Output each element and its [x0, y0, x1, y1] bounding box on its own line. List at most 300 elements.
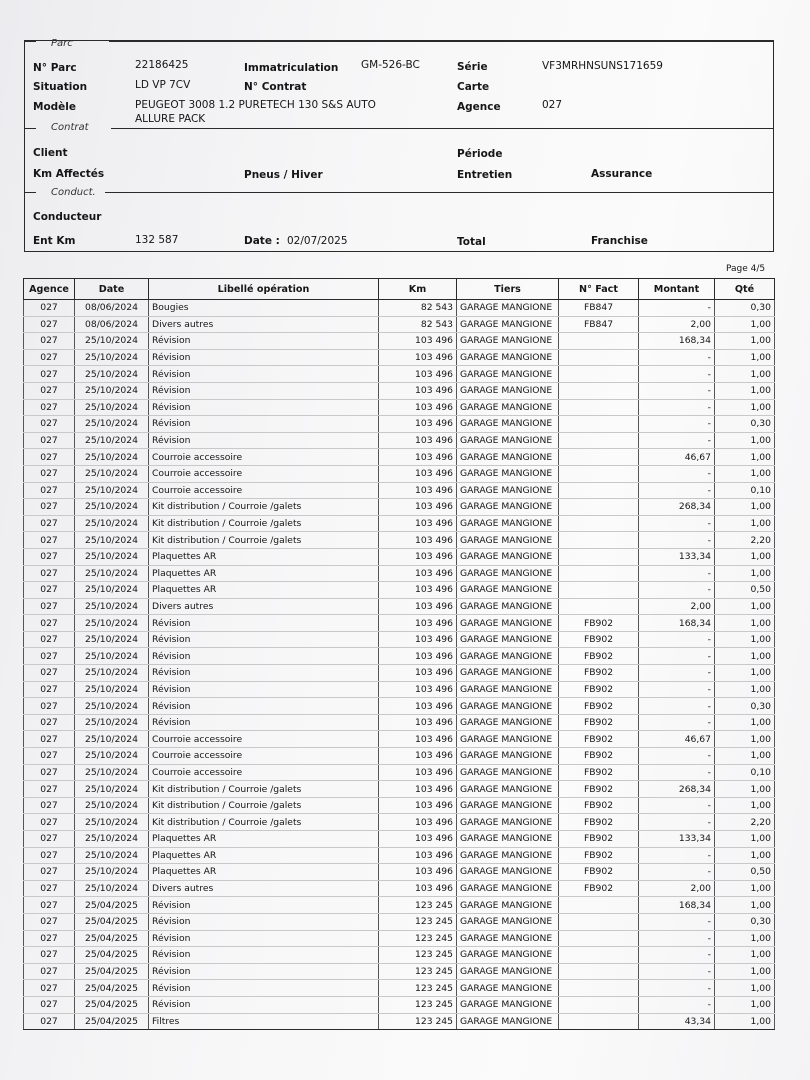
cell-num-fact — [559, 548, 639, 565]
cell-libelle: Plaquettes AR — [149, 831, 379, 848]
table-row — [24, 847, 775, 864]
ent-km-label: Ent Km — [33, 235, 76, 247]
cell-montant: - — [639, 399, 715, 416]
pneus-label: Pneus / Hiver — [244, 169, 323, 181]
cell-date: 25/10/2024 — [75, 615, 149, 632]
table-row — [24, 333, 775, 350]
cell-libelle: Plaquettes AR — [149, 548, 379, 565]
cell-km: 103 496 — [379, 864, 457, 881]
cell-qte: 1,00 — [715, 631, 775, 648]
cell-km: 103 496 — [379, 781, 457, 798]
cell-km: 103 496 — [379, 532, 457, 549]
cell-num-fact: FB902 — [559, 665, 639, 682]
cell-date: 25/10/2024 — [75, 731, 149, 748]
cell-date: 25/04/2025 — [75, 963, 149, 980]
cell-qte: 0,10 — [715, 482, 775, 499]
cell-libelle: Kit distribution / Courroie /galets — [149, 781, 379, 798]
cell-km: 103 496 — [379, 449, 457, 466]
cell-km: 103 496 — [379, 831, 457, 848]
cell-num-fact — [559, 382, 639, 399]
cell-tiers: GARAGE MANGIONE — [457, 731, 559, 748]
cell-km: 103 496 — [379, 598, 457, 615]
cell-libelle: Révision — [149, 930, 379, 947]
table-row — [24, 897, 775, 914]
date-label: Date : — [244, 235, 280, 247]
cell-km: 123 245 — [379, 963, 457, 980]
divider — [24, 128, 36, 129]
cell-libelle: Plaquettes AR — [149, 864, 379, 881]
cell-qte: 1,00 — [715, 731, 775, 748]
cell-km: 103 496 — [379, 698, 457, 715]
cell-tiers: GARAGE MANGIONE — [457, 748, 559, 765]
cell-montant: 133,34 — [639, 831, 715, 848]
cell-libelle: Révision — [149, 432, 379, 449]
modele-label: Modèle — [33, 101, 77, 113]
cell-num-fact: FB902 — [559, 864, 639, 881]
cell-montant: - — [639, 631, 715, 648]
cell-num-fact: FB902 — [559, 814, 639, 831]
cell-num-fact — [559, 930, 639, 947]
cell-km: 103 496 — [379, 731, 457, 748]
cell-tiers: GARAGE MANGIONE — [457, 698, 559, 715]
cell-km: 103 496 — [379, 631, 457, 648]
cell-libelle: Révision — [149, 996, 379, 1013]
cell-agence: 027 — [24, 499, 75, 516]
agence-value: 027 — [542, 99, 563, 111]
client-label: Client — [33, 147, 68, 159]
cell-qte: 1,00 — [715, 847, 775, 864]
cell-montant: - — [639, 432, 715, 449]
cell-qte: 1,00 — [715, 797, 775, 814]
cell-date: 25/10/2024 — [75, 532, 149, 549]
cell-km: 103 496 — [379, 465, 457, 482]
cell-montant: - — [639, 764, 715, 781]
section-label-contrat: Contrat — [51, 122, 89, 133]
cell-montant: - — [639, 648, 715, 665]
cell-qte: 1,00 — [715, 947, 775, 964]
cell-tiers: GARAGE MANGIONE — [457, 665, 559, 682]
cell-agence: 027 — [24, 731, 75, 748]
cell-num-fact: FB902 — [559, 698, 639, 715]
cell-libelle: Courroie accessoire — [149, 731, 379, 748]
cell-montant: 46,67 — [639, 731, 715, 748]
cell-tiers: GARAGE MANGIONE — [457, 366, 559, 383]
cell-qte: 1,00 — [715, 648, 775, 665]
cell-date: 25/04/2025 — [75, 1013, 149, 1030]
cell-agence: 027 — [24, 714, 75, 731]
table-row — [24, 913, 775, 930]
cell-libelle: Révision — [149, 714, 379, 731]
cell-qte: 1,00 — [715, 963, 775, 980]
column-header-montant: Montant — [639, 279, 715, 300]
assurance-label: Assurance — [591, 168, 653, 180]
cell-montant: - — [639, 515, 715, 532]
cell-km: 82 543 — [379, 300, 457, 317]
cell-qte: 1,00 — [715, 1013, 775, 1030]
cell-tiers: GARAGE MANGIONE — [457, 764, 559, 781]
cell-num-fact — [559, 499, 639, 516]
cell-tiers: GARAGE MANGIONE — [457, 831, 559, 848]
cell-num-fact — [559, 532, 639, 549]
cell-date: 25/04/2025 — [75, 930, 149, 947]
cell-num-fact: FB902 — [559, 781, 639, 798]
cell-km: 123 245 — [379, 913, 457, 930]
cell-num-fact — [559, 465, 639, 482]
cell-libelle: Révision — [149, 648, 379, 665]
cell-km: 103 496 — [379, 349, 457, 366]
cell-montant: - — [639, 963, 715, 980]
cell-date: 25/10/2024 — [75, 814, 149, 831]
operations-table — [23, 278, 775, 1030]
cell-agence: 027 — [24, 482, 75, 499]
cell-tiers: GARAGE MANGIONE — [457, 1013, 559, 1030]
cell-agence: 027 — [24, 349, 75, 366]
table-row — [24, 748, 775, 765]
cell-agence: 027 — [24, 432, 75, 449]
agence-label: Agence — [457, 101, 501, 113]
cell-montant: - — [639, 947, 715, 964]
cell-libelle: Révision — [149, 947, 379, 964]
cell-num-fact: FB902 — [559, 648, 639, 665]
carte-label: Carte — [457, 81, 490, 93]
cell-tiers: GARAGE MANGIONE — [457, 797, 559, 814]
cell-tiers: GARAGE MANGIONE — [457, 681, 559, 698]
cell-tiers: GARAGE MANGIONE — [457, 499, 559, 516]
cell-libelle: Divers autres — [149, 880, 379, 897]
cell-qte: 0,30 — [715, 416, 775, 433]
cell-km: 103 496 — [379, 416, 457, 433]
cell-agence: 027 — [24, 615, 75, 632]
cell-libelle: Plaquettes AR — [149, 847, 379, 864]
cell-date: 25/10/2024 — [75, 548, 149, 565]
cell-date: 25/10/2024 — [75, 499, 149, 516]
cell-agence: 027 — [24, 416, 75, 433]
cell-libelle: Kit distribution / Courroie /galets — [149, 499, 379, 516]
modele-value-line1: PEUGEOT 3008 1.2 PURETECH 130 S&S AUTO — [135, 99, 376, 111]
cell-montant: - — [639, 814, 715, 831]
divider — [105, 192, 774, 193]
cell-agence: 027 — [24, 399, 75, 416]
cell-date: 25/04/2025 — [75, 913, 149, 930]
cell-qte: 0,30 — [715, 698, 775, 715]
cell-num-fact: FB847 — [559, 316, 639, 333]
cell-agence: 027 — [24, 930, 75, 947]
cell-montant: 133,34 — [639, 548, 715, 565]
cell-tiers: GARAGE MANGIONE — [457, 913, 559, 930]
section-label-parc: Parc — [51, 38, 73, 49]
cell-tiers: GARAGE MANGIONE — [457, 897, 559, 914]
cell-km: 103 496 — [379, 333, 457, 350]
cell-montant: - — [639, 797, 715, 814]
cell-tiers: GARAGE MANGIONE — [457, 548, 559, 565]
column-header-date: Date — [75, 279, 149, 300]
cell-agence: 027 — [24, 316, 75, 333]
cell-km: 103 496 — [379, 714, 457, 731]
cell-qte: 1,00 — [715, 598, 775, 615]
column-header-km: Km — [379, 279, 457, 300]
table-row — [24, 300, 775, 317]
cell-libelle: Révision — [149, 366, 379, 383]
cell-libelle: Courroie accessoire — [149, 764, 379, 781]
table-row — [24, 432, 775, 449]
cell-libelle: Révision — [149, 913, 379, 930]
cell-date: 25/10/2024 — [75, 880, 149, 897]
cell-date: 25/10/2024 — [75, 698, 149, 715]
cell-num-fact — [559, 963, 639, 980]
cell-num-fact — [559, 996, 639, 1013]
table-row — [24, 731, 775, 748]
cell-libelle: Révision — [149, 665, 379, 682]
cell-montant: 46,67 — [639, 449, 715, 466]
cell-tiers: GARAGE MANGIONE — [457, 300, 559, 317]
column-header-tiers: Tiers — [457, 279, 559, 300]
cell-agence: 027 — [24, 831, 75, 848]
cell-km: 103 496 — [379, 764, 457, 781]
cell-montant: - — [639, 532, 715, 549]
cell-agence: 027 — [24, 847, 75, 864]
cell-km: 82 543 — [379, 316, 457, 333]
cell-agence: 027 — [24, 382, 75, 399]
cell-agence: 027 — [24, 764, 75, 781]
cell-date: 25/04/2025 — [75, 897, 149, 914]
cell-num-fact — [559, 1013, 639, 1030]
cell-montant: - — [639, 582, 715, 599]
total-label: Total — [457, 236, 486, 248]
table-row — [24, 515, 775, 532]
cell-tiers: GARAGE MANGIONE — [457, 631, 559, 648]
cell-km: 103 496 — [379, 615, 457, 632]
section-label-conduct: Conduct. — [51, 187, 96, 198]
cell-agence: 027 — [24, 598, 75, 615]
cell-agence: 027 — [24, 797, 75, 814]
cell-montant: 2,00 — [639, 880, 715, 897]
cell-qte: 1,00 — [715, 515, 775, 532]
table-row — [24, 930, 775, 947]
cell-date: 25/10/2024 — [75, 864, 149, 881]
cell-libelle: Kit distribution / Courroie /galets — [149, 814, 379, 831]
cell-qte: 1,00 — [715, 748, 775, 765]
table-row — [24, 548, 775, 565]
cell-qte: 1,00 — [715, 449, 775, 466]
cell-km: 103 496 — [379, 880, 457, 897]
cell-date: 25/10/2024 — [75, 482, 149, 499]
franchise-label: Franchise — [591, 235, 648, 247]
cell-agence: 027 — [24, 980, 75, 997]
cell-qte: 0,50 — [715, 582, 775, 599]
cell-date: 25/10/2024 — [75, 465, 149, 482]
contrat-label: N° Contrat — [244, 81, 307, 93]
cell-libelle: Plaquettes AR — [149, 582, 379, 599]
cell-km: 103 496 — [379, 548, 457, 565]
cell-num-fact: FB902 — [559, 681, 639, 698]
cell-num-fact: FB902 — [559, 714, 639, 731]
cell-montant: 268,34 — [639, 781, 715, 798]
cell-qte: 1,00 — [715, 548, 775, 565]
cell-date: 25/10/2024 — [75, 449, 149, 466]
cell-montant: - — [639, 698, 715, 715]
cell-tiers: GARAGE MANGIONE — [457, 648, 559, 665]
cell-agence: 027 — [24, 1013, 75, 1030]
cell-tiers: GARAGE MANGIONE — [457, 814, 559, 831]
cell-date: 25/10/2024 — [75, 681, 149, 698]
cell-montant: 2,00 — [639, 598, 715, 615]
cell-num-fact — [559, 366, 639, 383]
km-affectes-label: Km Affectés — [33, 168, 105, 180]
cell-num-fact — [559, 333, 639, 350]
cell-libelle: Révision — [149, 416, 379, 433]
cell-qte: 0,50 — [715, 864, 775, 881]
cell-tiers: GARAGE MANGIONE — [457, 449, 559, 466]
cell-montant: - — [639, 382, 715, 399]
cell-montant: - — [639, 847, 715, 864]
cell-tiers: GARAGE MANGIONE — [457, 399, 559, 416]
cell-km: 103 496 — [379, 681, 457, 698]
table-row — [24, 864, 775, 881]
cell-tiers: GARAGE MANGIONE — [457, 515, 559, 532]
cell-num-fact: FB902 — [559, 631, 639, 648]
cell-montant: - — [639, 366, 715, 383]
cell-num-fact: FB902 — [559, 797, 639, 814]
periode-label: Période — [457, 148, 503, 160]
cell-date: 25/10/2024 — [75, 349, 149, 366]
cell-num-fact: FB902 — [559, 847, 639, 864]
entretien-label: Entretien — [457, 169, 513, 181]
cell-montant: - — [639, 913, 715, 930]
cell-km: 123 245 — [379, 930, 457, 947]
table-row — [24, 764, 775, 781]
cell-libelle: Divers autres — [149, 316, 379, 333]
cell-agence: 027 — [24, 582, 75, 599]
cell-tiers: GARAGE MANGIONE — [457, 416, 559, 433]
cell-km: 103 496 — [379, 665, 457, 682]
cell-num-fact — [559, 897, 639, 914]
cell-num-fact — [559, 349, 639, 366]
cell-km: 123 245 — [379, 996, 457, 1013]
cell-agence: 027 — [24, 864, 75, 881]
cell-qte: 0,30 — [715, 300, 775, 317]
cell-tiers: GARAGE MANGIONE — [457, 532, 559, 549]
cell-agence: 027 — [24, 465, 75, 482]
table-row — [24, 565, 775, 582]
cell-montant: - — [639, 416, 715, 433]
cell-libelle: Révision — [149, 382, 379, 399]
cell-tiers: GARAGE MANGIONE — [457, 465, 559, 482]
table-row — [24, 366, 775, 383]
table-row — [24, 449, 775, 466]
table-row — [24, 416, 775, 433]
cell-date: 25/10/2024 — [75, 432, 149, 449]
cell-tiers: GARAGE MANGIONE — [457, 996, 559, 1013]
cell-date: 25/10/2024 — [75, 831, 149, 848]
cell-date: 25/10/2024 — [75, 565, 149, 582]
cell-tiers: GARAGE MANGIONE — [457, 565, 559, 582]
cell-libelle: Révision — [149, 897, 379, 914]
cell-num-fact: FB902 — [559, 831, 639, 848]
cell-km: 103 496 — [379, 582, 457, 599]
table-row — [24, 814, 775, 831]
table-row — [24, 698, 775, 715]
cell-num-fact: FB902 — [559, 764, 639, 781]
cell-montant: - — [639, 300, 715, 317]
cell-date: 25/04/2025 — [75, 947, 149, 964]
cell-libelle: Courroie accessoire — [149, 748, 379, 765]
cell-km: 103 496 — [379, 648, 457, 665]
cell-montant: 2,00 — [639, 316, 715, 333]
cell-tiers: GARAGE MANGIONE — [457, 714, 559, 731]
cell-num-fact — [559, 980, 639, 997]
cell-km: 103 496 — [379, 814, 457, 831]
cell-qte: 1,00 — [715, 714, 775, 731]
cell-qte: 1,00 — [715, 382, 775, 399]
cell-num-fact: FB902 — [559, 880, 639, 897]
cell-qte: 1,00 — [715, 399, 775, 416]
cell-libelle: Kit distribution / Courroie /galets — [149, 515, 379, 532]
cell-num-fact — [559, 515, 639, 532]
cell-libelle: Filtres — [149, 1013, 379, 1030]
cell-km: 103 496 — [379, 366, 457, 383]
cell-agence: 027 — [24, 748, 75, 765]
date-value: 02/07/2025 — [287, 235, 348, 247]
cell-libelle: Révision — [149, 980, 379, 997]
cell-montant: - — [639, 565, 715, 582]
table-row — [24, 980, 775, 997]
divider — [24, 192, 36, 193]
vehicle-info-box — [24, 40, 774, 252]
modele-value-line2: ALLURE PACK — [135, 113, 206, 125]
num-parc-value: 22186425 — [135, 59, 189, 71]
cell-montant: - — [639, 748, 715, 765]
table-row — [24, 349, 775, 366]
cell-qte: 1,00 — [715, 333, 775, 350]
cell-agence: 027 — [24, 913, 75, 930]
cell-montant: 168,34 — [639, 333, 715, 350]
cell-tiers: GARAGE MANGIONE — [457, 432, 559, 449]
cell-qte: 1,00 — [715, 880, 775, 897]
cell-qte: 1,00 — [715, 665, 775, 682]
table-row — [24, 532, 775, 549]
cell-date: 25/10/2024 — [75, 582, 149, 599]
cell-montant: - — [639, 864, 715, 881]
column-header-qte: Qté — [715, 279, 775, 300]
cell-libelle: Courroie accessoire — [149, 465, 379, 482]
cell-date: 25/10/2024 — [75, 781, 149, 798]
cell-agence: 027 — [24, 300, 75, 317]
serie-value: VF3MRHNSUNS171659 — [542, 60, 663, 72]
table-row — [24, 681, 775, 698]
cell-qte: 1,00 — [715, 980, 775, 997]
cell-tiers: GARAGE MANGIONE — [457, 930, 559, 947]
cell-montant: - — [639, 980, 715, 997]
table-body — [24, 300, 775, 1030]
column-header-agence: Agence — [24, 279, 75, 300]
cell-date: 25/10/2024 — [75, 382, 149, 399]
cell-date: 25/04/2025 — [75, 980, 149, 997]
table-row — [24, 316, 775, 333]
cell-qte: 1,00 — [715, 930, 775, 947]
divider — [109, 41, 774, 42]
cell-agence: 027 — [24, 781, 75, 798]
cell-date: 25/10/2024 — [75, 399, 149, 416]
cell-agence: 027 — [24, 880, 75, 897]
cell-km: 103 496 — [379, 499, 457, 516]
cell-tiers: GARAGE MANGIONE — [457, 333, 559, 350]
table-row — [24, 1013, 775, 1030]
cell-agence: 027 — [24, 897, 75, 914]
cell-agence: 027 — [24, 665, 75, 682]
cell-num-fact — [559, 432, 639, 449]
column-header-libelle: Libellé opération — [149, 279, 379, 300]
cell-tiers: GARAGE MANGIONE — [457, 864, 559, 881]
